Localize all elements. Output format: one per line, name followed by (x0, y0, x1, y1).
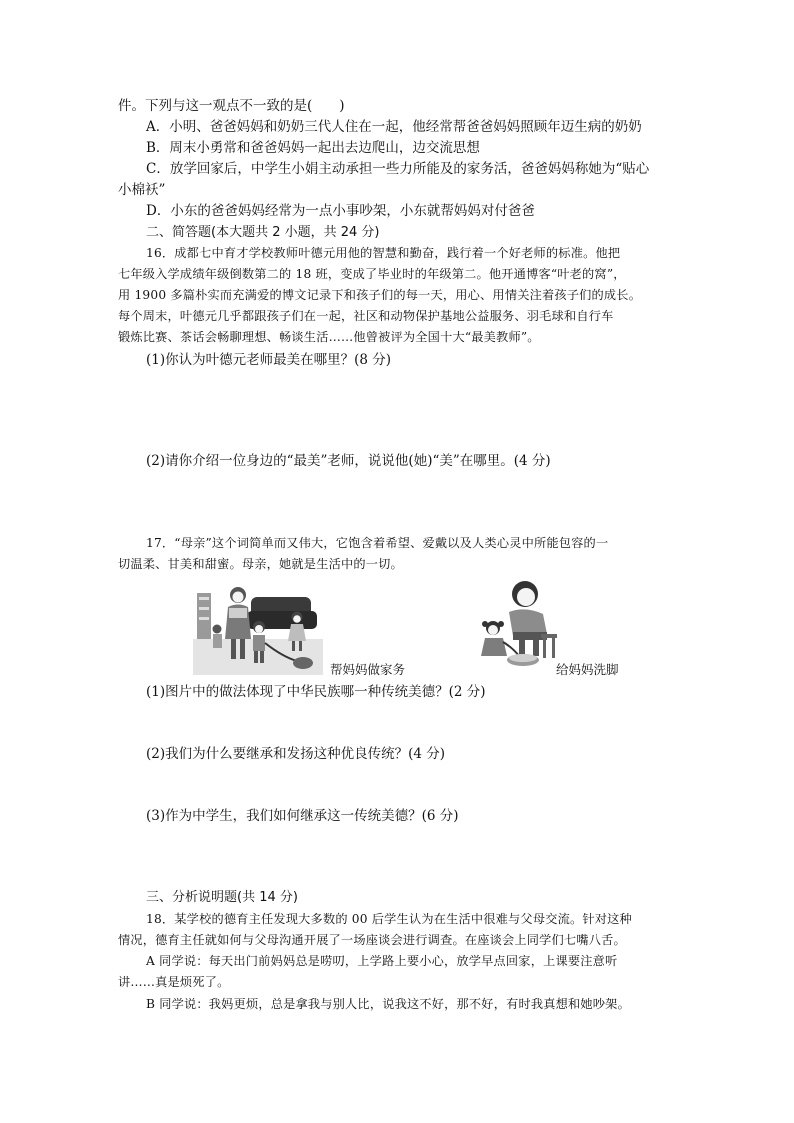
q18-para-line4: 讲……真是烦死了。 (118, 975, 230, 989)
q17-para-line1: 17．“母亲”这个词简单而又伟大，它饱含着希望、爱戴以及人类心灵中所能包容的一 (146, 536, 609, 550)
q15-stem-tail: 件。下列与这一观点不一致的是( ) (118, 98, 345, 114)
q15-option-d: D．小东的爸爸妈妈经常为一点小事吵架，小东就帮妈妈对付爸爸 (146, 203, 535, 219)
section-2-title: 二、简答题(本大题共 2 小题，共 24 分) (146, 225, 380, 240)
q15-option-a: A．小明、爸爸妈妈和奶奶三代人住在一起，他经常帮爸爸妈妈照顾年迈生病的奶奶 (146, 119, 642, 135)
q16-para-line5: 锻炼比赛、茶话会畅聊理想、畅谈生活……他曾被评为全国十大“最美教师”。 (118, 330, 540, 344)
q16-sub-question-2: (2)请你介绍一位身边的“最美”老师，说说他(她)“美”在哪里。(4 分) (146, 453, 551, 469)
q16-sub-question-1: (1)你认为叶德元老师最美在哪里？(8 分) (146, 352, 392, 368)
foot-washing-illustration (463, 572, 561, 672)
q17-sub-question-3: (3)作为中学生，我们如何继承这一传统美德？(6 分) (146, 808, 459, 824)
q16-para-line4: 每个周末，叶德元几乎都跟孩子们在一起，社区和动物保护基地公益服务、羽毛球和自行车 (118, 309, 614, 323)
q16-para-line2: 七年级入学成绩年级倒数第二的 18 班，变成了毕业时的年级第二。他开通博客“叶老的窝”， (118, 267, 626, 281)
q15-option-b: B．周末小勇常和爸爸妈妈一起出去边爬山，边交流思想 (146, 140, 480, 156)
q18-para-line5: B 同学说：我妈更烦，总是拿我与别人比，说我这不好，那不好，有时我真想和她吵架。 (146, 997, 630, 1011)
q17-para-line2: 切温柔、甘美和甜蜜。母亲，她就是生活中的一切。 (118, 557, 403, 571)
caption-foot-washing: 给妈妈洗脚 (556, 662, 619, 677)
q18-para-line2: 情况，德育主任就如何与父母沟通开展了一场座谈会进行调查。在座谈会上同学们七嘴八舌。 (118, 933, 626, 947)
q16-para-line1: 16．成都七中育才学校教师叶德元用他的智慧和勤奋，践行着一个好老师的标准。他把 (146, 246, 621, 260)
q15-option-c-line1: C．放学回家后，中学生小娟主动承担一些力所能及的家务活，爸爸妈妈称她为“贴心 (146, 161, 650, 177)
q18-para-line3: A 同学说：每天出门前妈妈总是唠叨，上学路上要小心，放学早点回家，上课要注意听 (146, 954, 618, 968)
q15-option-c-line2: 小棉袄” (118, 182, 166, 198)
q16-para-line3: 用 1900 多篇朴实而充满爱的博文记录下和孩子们的每一天，用心、用情关注着孩子们的成长。 (118, 288, 642, 302)
section-3-title: 三、分析说明题(共 14 分) (146, 890, 298, 905)
q17-sub-question-2: (2)我们为什么要继承和发扬这种优良传统？(4 分) (146, 746, 446, 762)
q18-para-line1: 18．某学校的德育主任发现大多数的 00 后学生认为在生活中很难与父母交流。针对这种 (146, 912, 632, 926)
caption-housework: 帮妈妈做家务 (330, 662, 406, 677)
q17-sub-question-1: (1)图片中的做法体现了中华民族哪一种传统美德？(2 分) (146, 684, 486, 700)
housework-illustration (193, 577, 323, 675)
